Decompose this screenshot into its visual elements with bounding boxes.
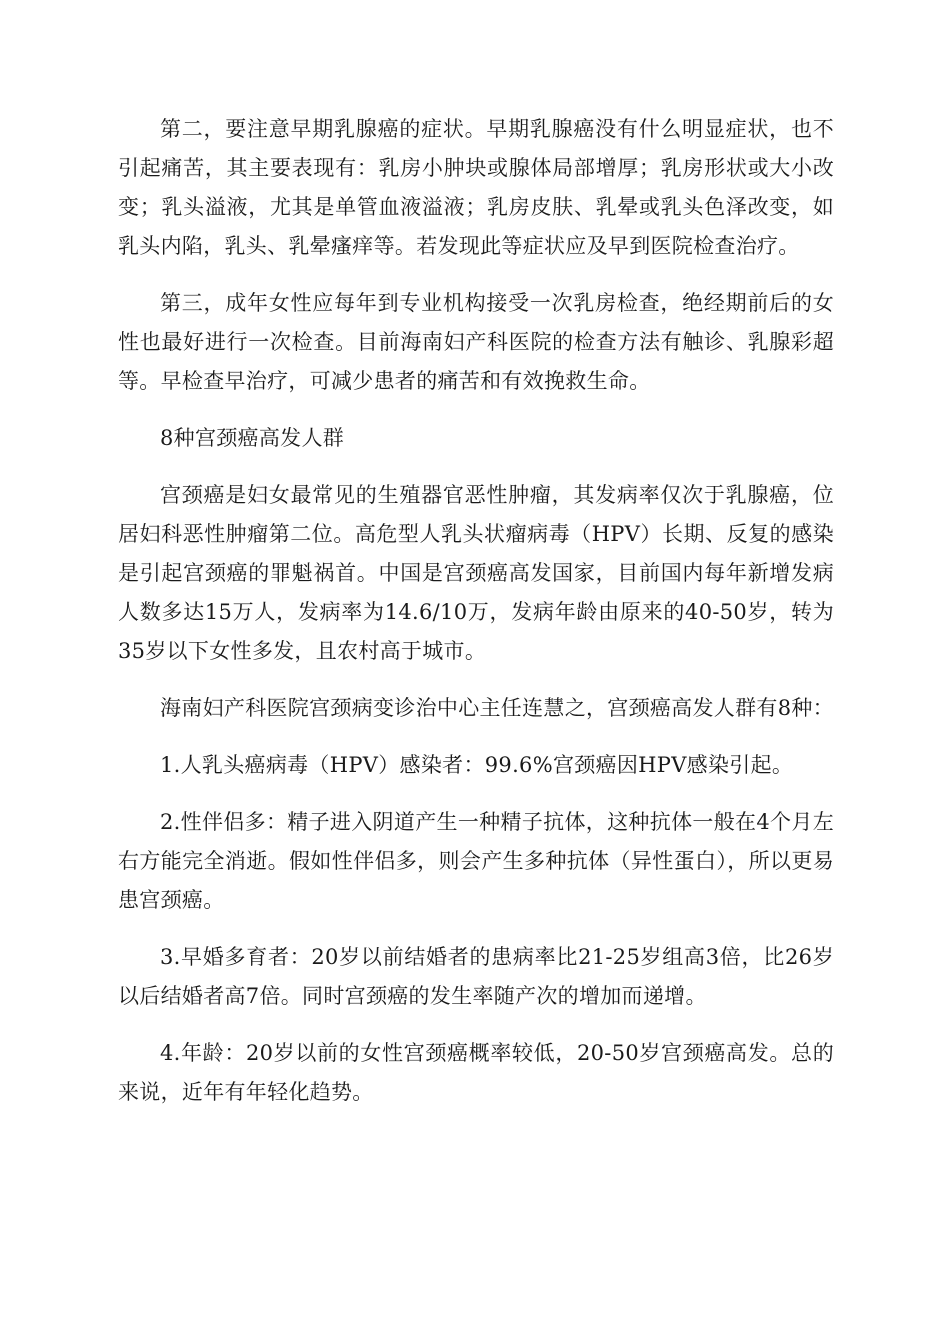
paragraph-cervical-cancer-intro: 宫颈癌是妇女最常见的生殖器官恶性肿瘤，其发病率仅次于乳腺癌，位居妇科恶性肿瘤第二位。高危型人乳头状瘤病毒（HPV）长期、反复的感染是引起宫颈癌的罪魁祸首。中国是宫颈癌高发国家，目前国内每年新增发病人数多达15万人，发病率为14.6/10万，发病年龄由原来的40-50岁，转为35岁以下女性多发，且农村高于城市。 <box>118 483 834 663</box>
section-heading: 8种宫颈癌高发人群 <box>160 426 345 450</box>
list-item-partners: 2.性伴侣多：精子进入阴道产生一种精子抗体，这种抗体一般在4个月左右方能完全消逝。假如性伴侣多，则会产生多种抗体（异性蛋白），所以更易患宫颈癌。 <box>118 810 834 912</box>
document-body <box>118 110 834 1130</box>
list-item-age: 4.年龄：20岁以前的女性宫颈癌概率较低，20-50岁宫颈癌高发。总的来说，近年有年轻化趋势。 <box>118 1041 834 1104</box>
paragraph-annual-checkup: 第三，成年女性应每年到专业机构接受一次乳房检查，绝经期前后的女性也最好进行一次检查。目前海南妇产科医院的检查方法有触诊、乳腺彩超等。早检查早治疗，可减少患者的痛苦和有效挽救生命。 <box>118 291 834 393</box>
list-item-early-marriage: 3.早婚多育者：20岁以前结婚者的患病率比21-25岁组高3倍，比26岁以后结婚者高7倍。同时宫颈癌的发生率随产次的增加而递增。 <box>118 945 834 1008</box>
paragraph-high-risk-intro: 海南妇产科医院宫颈病变诊治中心主任连慧之，宫颈癌高发人群有8种： <box>160 696 834 720</box>
list-item-hpv: 1.人乳头癌病毒（HPV）感染者：99.6%宫颈癌因HPV感染引起。 <box>160 753 794 777</box>
paragraph-early-symptoms: 第二，要注意早期乳腺癌的症状。早期乳腺癌没有什么明显症状，也不引起痛苦，其主要表现有：乳房小肿块或腺体局部增厚；乳房形状或大小改变；乳头溢液，尤其是单管血液溢液；乳房皮肤、乳晕或乳头色泽改变，如乳头内陷，乳头、乳晕瘙痒等。若发现此等症状应及早到医院检查治疗。 <box>118 117 834 258</box>
